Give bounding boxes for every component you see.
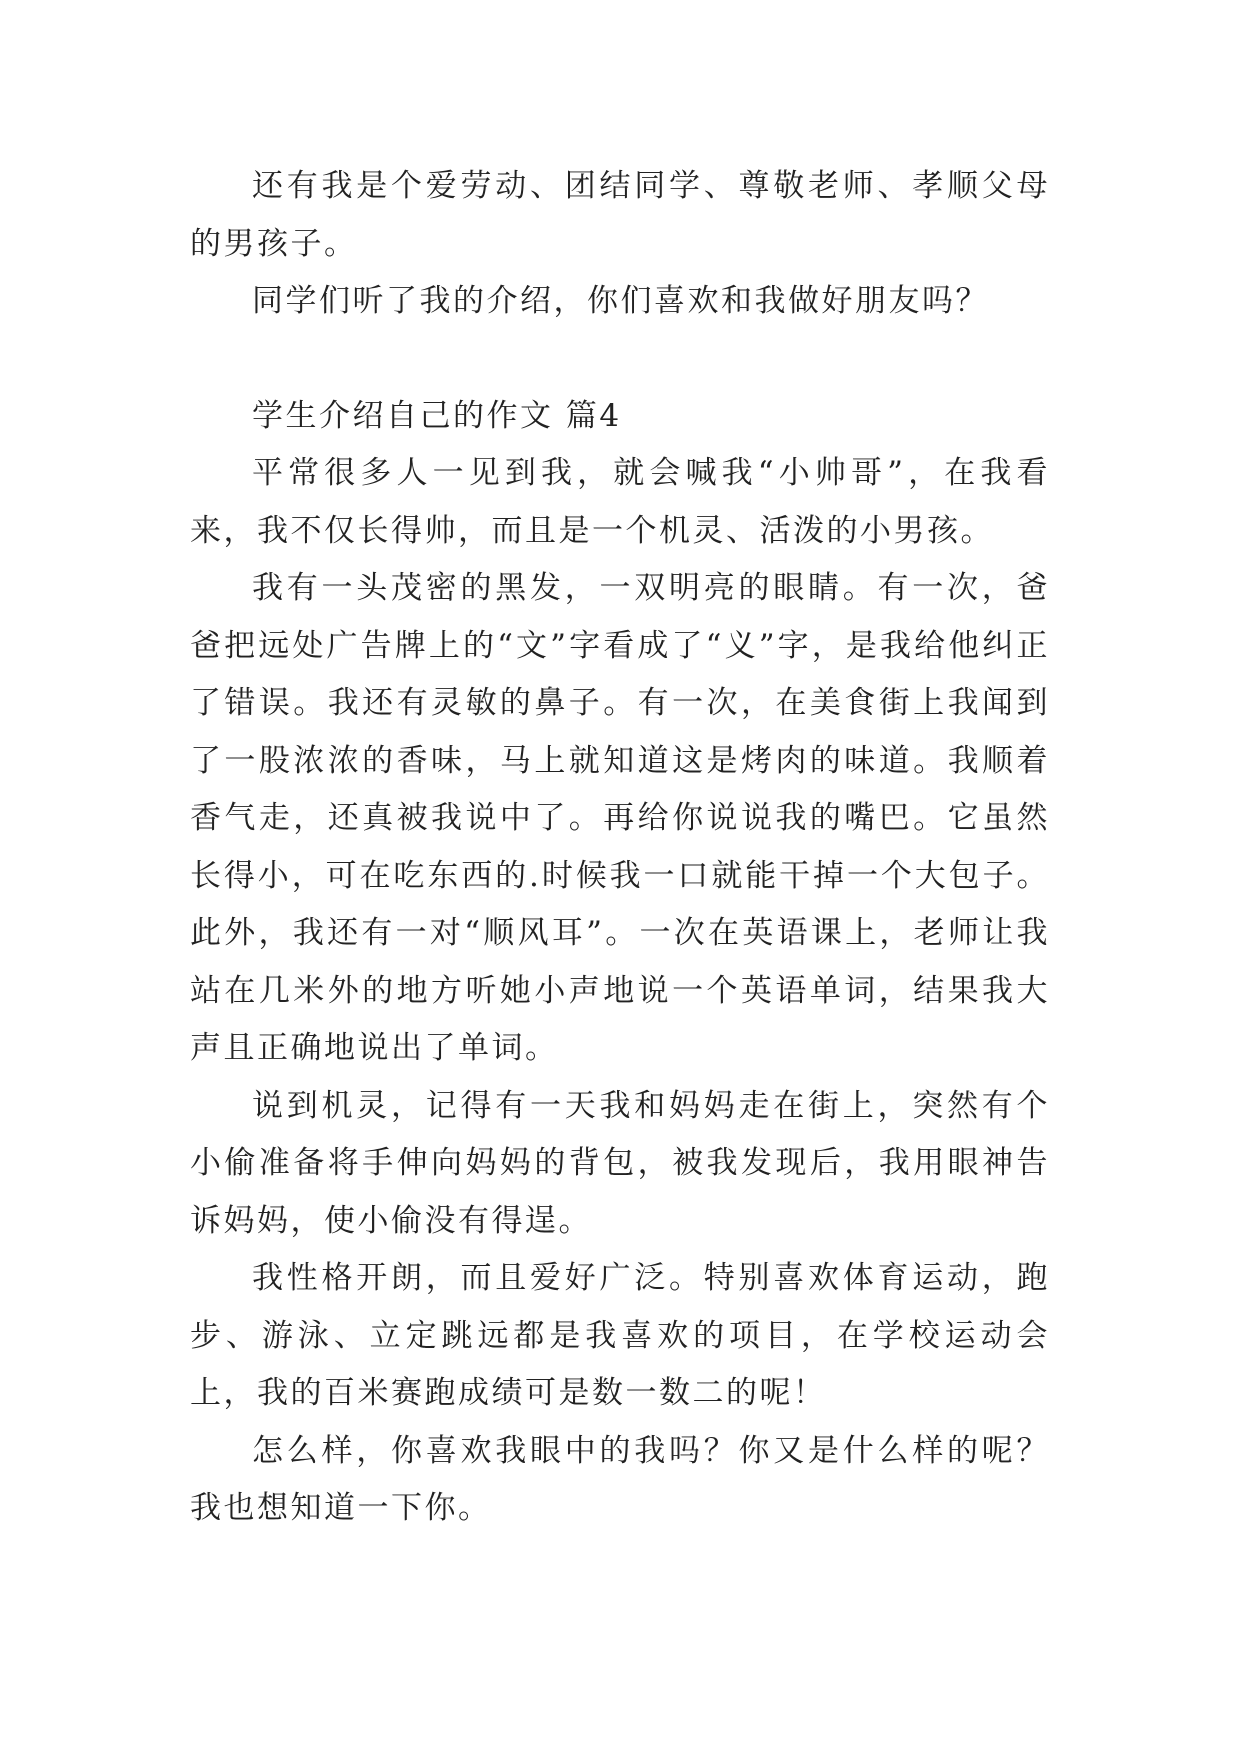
paragraph: 同学们听了我的介绍，你们喜欢和我做好朋友吗？ [252, 283, 989, 319]
section-gap [190, 331, 1050, 388]
paragraph: 我有一头茂密的黑发，一双明亮的眼睛。有一次，爸爸把远处广告牌上的“文”字看成了“义”字，是我给他纠正了错误。我还有灵敏的鼻子。有一次，在美食街上我闻到了一股浓浓的香味，马上就知道这是烤肉的味道。我顺着香气走，还真被我说中了。再给你说说我的嘴巴。它虽然长得小，可在吃东西的.时候我一口就能干掉一个大包子。此外，我还有一对“顺风耳”。一次在英语课上，老师让我站在几米外的地方听她小声地说一个英语单词，结果我大声且正确地说出了单词。 [190, 570, 1050, 1066]
paragraph: 说到机灵，记得有一天我和妈妈走在街上，突然有个小偷准备将手伸向妈妈的背包，被我发现后，我用眼神告诉妈妈，使小偷没有得逞。 [190, 1087, 1050, 1239]
document-body [190, 158, 1050, 1538]
paragraph: 还有我是个爱劳动、团结同学、尊敬老师、孝顺父母的男孩子。 [190, 168, 1050, 262]
paragraph: 我性格开朗，而且爱好广泛。特别喜欢体育运动，跑步、游泳、立定跳远都是我喜欢的项目，在学校运动会上，我的百米赛跑成绩可是数一数二的呢！ [190, 1260, 1050, 1411]
paragraph: 怎么样，你喜欢我眼中的我吗？你又是什么样的呢？我也想知道一下你。 [190, 1432, 1050, 1526]
section-heading: 学生介绍自己的作文 篇4 [252, 397, 622, 434]
paragraph: 平常很多人一见到我，就会喊我“小帅哥”，在我看来，我不仅长得帅，而且是一个机灵、活泼的小男孩。 [190, 455, 1050, 549]
